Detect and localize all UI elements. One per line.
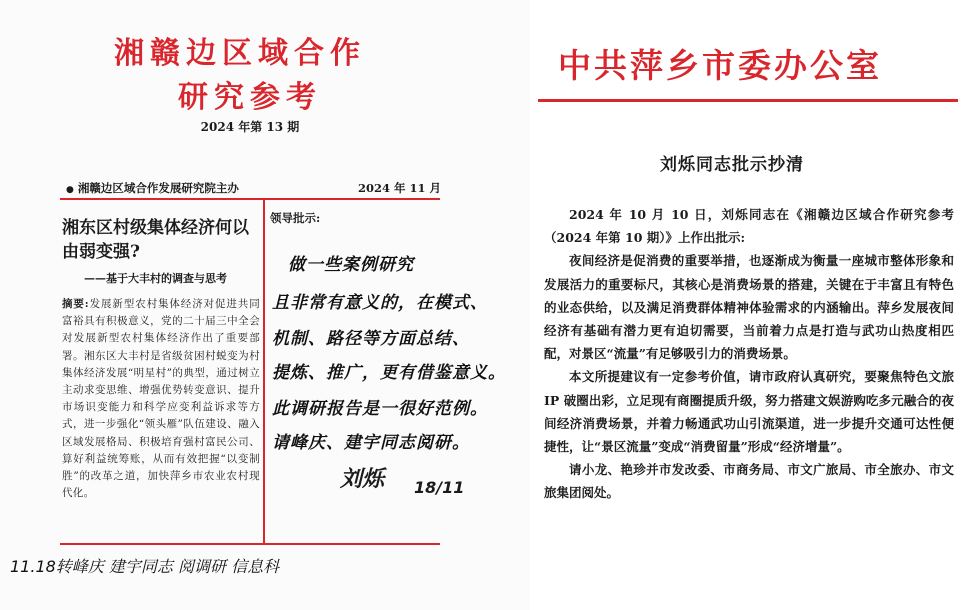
body-paragraph: 本文所提建议有一定参考价值，请市政府认真研究，要聚焦特色文旅 IP 破圈出彩，立足现有商圈提质升级，努力搭建文娱游购吃多元融合的夜间经济消费场景，并着力畅通武功山引流渠道，进一步提升交通可达性便捷性，让“景区流量”变成“消费留量”形成“经济增量”。 [544,369,954,455]
abstract-label: 摘要: [62,298,89,310]
handwriting-line: 机制、路径等方面总结、 [272,329,470,349]
document-body [544,203,954,505]
red-divider-vertical [263,200,265,543]
red-header-line [538,99,958,102]
right-document [530,0,962,610]
handwriting-line: 此调研报告是一很好范例。 [272,399,488,419]
sponsor-date: 2024 年 11 月 [358,181,442,195]
sponsor-text: 湘赣边区域合作发展研究院主办 [77,181,239,195]
abstract [62,296,260,502]
bullet-icon: ● [66,185,74,195]
red-divider-top [60,198,440,200]
office-title: 中共萍乡市委办公室 [558,46,882,85]
leader-comment-label: 领导批示: [270,211,321,225]
body-paragraph: 夜间经济是促消费的重要举措，也逐渐成为衡量一座城市整体形象和发展活力的重要标尺，其核心是消费场景的搭建，关键在于丰富且有特色的业态供给，以及满足消费群体精神体验需求的内涵输出。萍乡发展夜间经济有基础有潜力更有迫切需要，当前着力点是打造与武功山热度相匹配，对景区“流量”有足够吸引力的消费场景。 [544,253,954,362]
handwriting-line: 且非常有意义的，在模式、 [272,293,488,313]
handwritten-routing-note: 11.18转峰庆 建宇同志 阅调研 信息科 [10,557,280,576]
signature: 刘烁 [340,467,385,492]
issue-number: 2024 年第 13 期 [200,120,300,134]
handwriting-line: 请峰庆、建宇同志阅研。 [272,433,470,453]
abstract-text: 发展新型农村集体经济对促进共同富裕具有积极意义，党的二十届三中全会对发展新型农村集体经济作出了重要部署。湘东区大丰村是省级贫困村蜕变为村集体经济发展“明星村”的典型，通过树立主动求变思维、增强优势转变意识、提升市场识变能力和科学应变利益诉求等方式，进一步强化“领头雁”队伍建设、融入区域发展格局、积极培育强村富民公司、算好利益统筹账，从而有效把握“以变制胜”的改革之道，加快萍乡市农业农村现代化。 [62,298,261,500]
handwriting-line: 提炼、推广，更有借鉴意义。 [272,363,506,383]
article-subtitle: ——基于大丰村的调查与思考 [84,272,227,285]
red-divider-bottom [60,543,440,545]
document-title: 刘烁同志批示抄清 [660,155,804,175]
journal-title-line2: 研究参考 [178,80,322,115]
article-title: 湘东区村级集体经济何以由弱变强? [62,218,249,262]
journal-title-line1: 湘赣边区域合作 [114,36,366,71]
sponsor-line [66,180,239,196]
body-paragraph: 2024 年 10 月 10 日，刘烁同志在《湘赣边区域合作研究参考（2024 年第 10 期）》上作出批示: [544,207,954,246]
handwriting-line: 做一些案例研究 [288,255,414,275]
signature-date: 18/11 [414,478,465,497]
body-paragraph: 请小龙、艳珍并市发改委、市商务局、市文广旅局、市全旅办、市文旅集团阅处。 [544,462,954,501]
